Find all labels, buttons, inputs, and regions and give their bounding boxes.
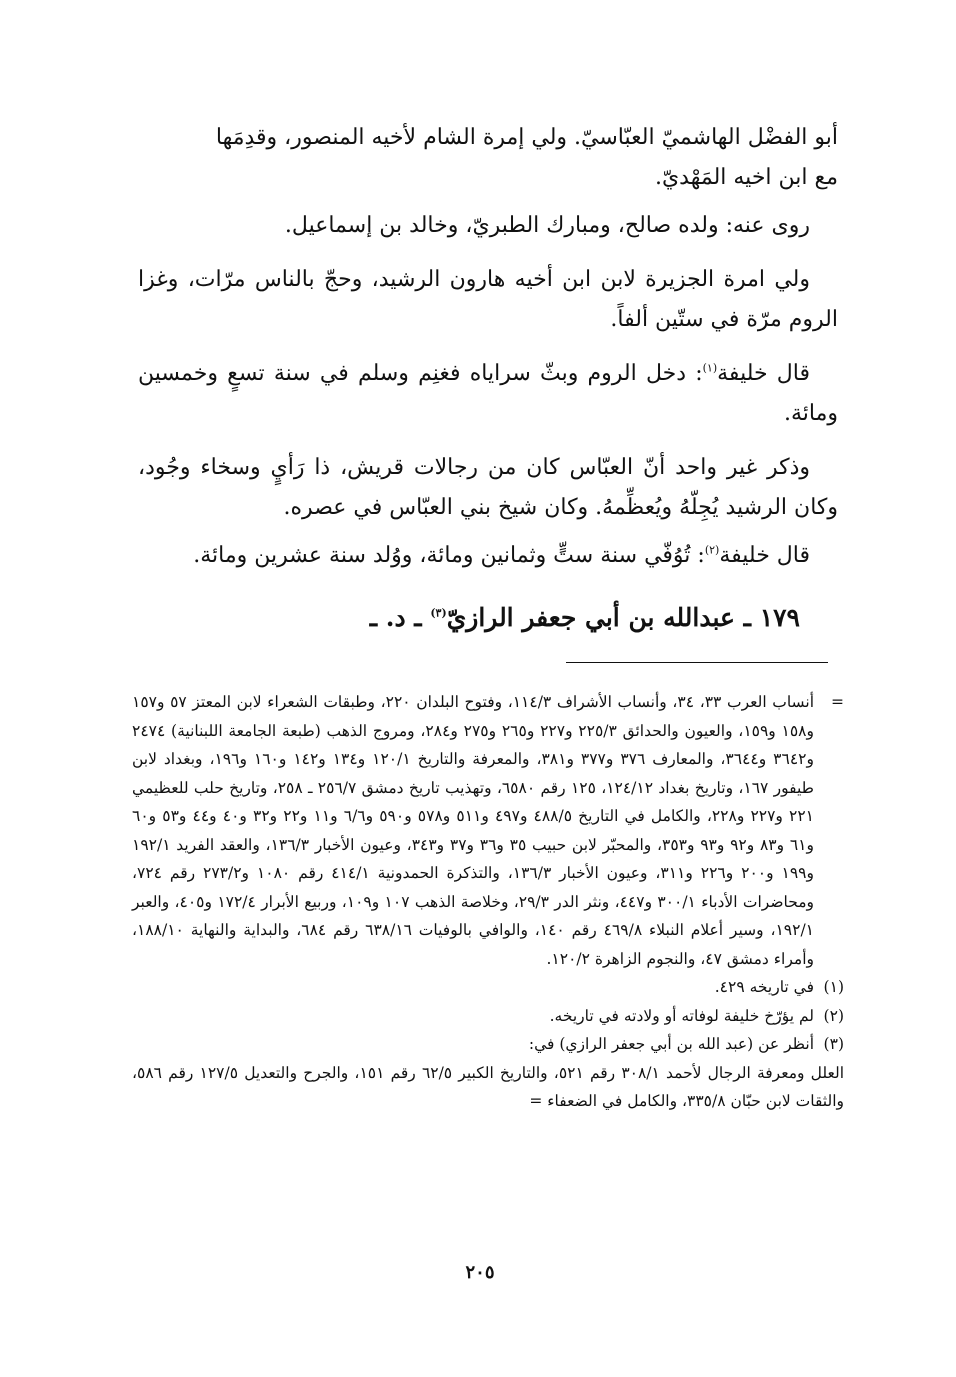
entry-heading [160,596,800,640]
footnote-2 [132,1002,844,1031]
paragraph-4-text: : دخل الروم وبثّ سراياه فغنِم وسلم في سنة تسعٍ وخمسين ومائة. [138,361,838,426]
footnote-ref-2: (٢) [704,543,720,557]
paragraph-4 [138,354,838,434]
footnote-3-mark: (٣) [823,1035,844,1053]
footnote-2-text: لم يؤرّخ خليفة لوفاته أو ولادته في تاريخه. [549,1006,814,1025]
continuation-mark: = [831,693,845,711]
footnote-separator [566,662,828,663]
page-number: ٢٠٥ [465,1262,495,1283]
footnote-3 [132,1030,844,1059]
footnote-1 [132,973,844,1002]
paragraph-2: روى عنه: ولده صالح، ومبارك الطبريّ، وخالد بن إسماعيل. [284,213,810,238]
footnote-2-mark: (٢) [823,1006,844,1025]
entry-suffix: ـ د. ـ [369,603,431,632]
footnote-1-mark: (١) [823,978,844,996]
paragraph-1-line-2: مع ابن اخيه المَهْديّ. [654,165,838,190]
footnote-1-text: في تاريخه ٤٢٩. [714,978,814,996]
paragraph-5: وذكر غير واحد أنّ العبّاس كان من رجالات قريش، ذا رَأيٍ وسخاء وجُود، وكان الرشيد يُجِلّهُ ويُعظِّمهُ. وكان شيخ بني العبّاس في عصره. [138,455,838,520]
paragraph-1-line-1: أبو الفضْل الهاشميّ العبّاسيّ. ولي إمرة الشام لأخيه المنصور، وقدِمَها [215,125,838,150]
footnote-ref-1: (١) [702,361,718,375]
footnote-continued-text: أنساب العرب ٣٣، ٣٤، وأنساب الأشراف ١١٤/٣، وفتوح البلدان ٢٢٠، وطبقات الشعراء لابن المعتز ٥٧ و١٥٧ و١٥٨ و١٥٩، والعيون والحدائق ٢٢٥/٣ و٢٢٧ و٢٦٥ و٢٧٥ و٢٨٤، ومروج الذهب (طبعة الجامعة اللبنانية) ٢٤٧٤ و٣٦٤٢ و٣٦٤٤، والمعارف ٣٧٦ و٣٧٧ و٣٨١، والمعرفة والتاريخ ١٢٠/١ و١٣٤ و١٤٢ و١٦٠ و١٩٦، وبغداد لابن طيفور ١٦٧، وتاريخ بغداد ١٢٤/١٢، ١٢٥ رقم ٦٥٨٠، وتهذيب تاريخ دمشق ٢٥٦/٧ ـ ٢٥٨، وتاريخ حلب للعظيمي ٢٢١ و٢٢٧ و٢٢٨، والكامل في التاريخ ٤٨٨/٥ و٤٩٧ و٥١١ و٥٧٨ و٥٩٠ و٦/٦ و١١ و٢٢ و٣٢ و٤٠ و٤٤ و٥٣ و٦٠ و٦١ و٨٣ و٩٢ و٩٣ و٣٥٣، والمحبّر لابن حبيب ٣٥ و٣٦ و٣٧ و٣٤٣، وعيون الأخبار ١٣٦/٣، والعقد الفريد ١٩٢/١ و١٩٩ و٢٠٠ و٢٢٦ و٣١١، وعيون الأخبار ١٣٦/٣، والتذكرة الحمدونية ٤١٤/١ رقم ١٠٨٠ و٢٧٣/٢ رقم ٧٢٤، ومحاضرات الأدباء ٣٠٠/١ و٤٤٧، ونثر الدر ٢٩/٣، وخلاصة الذهب ١٠٧ و١٠٩، وربيع الأبرار ١٧٢/٤ و٤٠٥، والعبر ١٩٢/١، وسير أعلام النبلاء ٤٦٩/٨ رقم ١٤٠، والوافي بالوفيات ٦٣٨/١٦ رقم ٦٨٤، والبداية والنهاية ١٨٨/١٠، وأمراء دمشق ٤٧، والنجوم الزاهرة ١٢٠/٢. [132,693,815,968]
footnote-continued [132,688,844,973]
paragraph-1 [138,118,838,198]
footnotes [132,688,844,1116]
footnote-3-text: أنظر عن (عبد الله بن أبي جعفر الرازي) في: [528,1035,814,1053]
paragraph-6-text: : تُوُفّي سنة ستٍّ وثمانين ومائة، ووُلد سنة عشرين ومائة. [193,543,705,568]
paragraph-4-lead: قال خليفة [717,361,810,386]
footnote-3-continuation: العلل ومعرفة الرجال لأحمد ٣٠٨/١ رقم ٥٢١، والتاريخ الكبير ٦٢/٥ رقم ١٥١، والجرح والتعديل ١٢٧/٥ رقم ٥٨٦، والثقات لابن حبّان ٣٣٥/٨، والكامل في الضعفاء = [132,1063,845,1110]
main-text [138,118,838,584]
paragraph-6-lead: قال خليفة [719,543,810,568]
paragraph-6 [138,536,838,576]
footnote-ref-3: (٣) [430,606,447,620]
paragraph-3: ولي امرة الجزيرة لابن ابن أخيه هارون الرشيد، وحجّ بالناس مرّات، وغزا الروم مرّة في ستّين ألفاً. [138,267,838,332]
entry-title: ١٧٩ ـ عبدالله بن أبي جعفر الرازيّ [446,603,800,632]
